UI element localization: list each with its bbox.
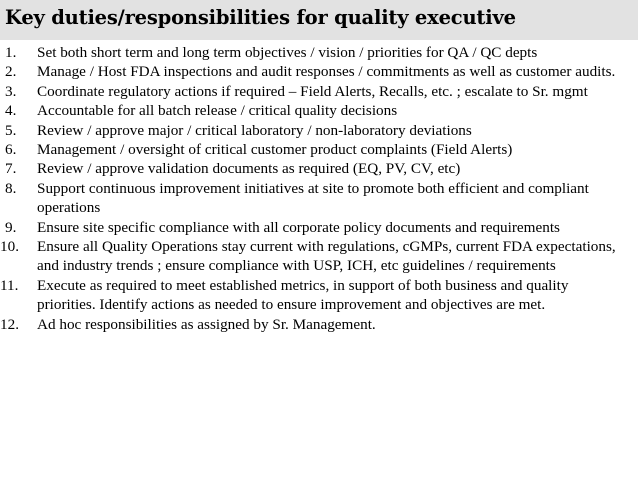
item-text: Ensure all Quality Operations stay current with regulations, cGMPs, current FDA expectations, and industry trends ; ensure compliance with USP, ICH, etc guidelines / requirements — [37, 238, 616, 275]
item-number: 11. — [0, 276, 19, 294]
list-item — [0, 276, 625, 315]
item-text: Ensure site specific compliance with all corporate policy documents and requirements — [37, 218, 560, 236]
list-item — [0, 218, 625, 237]
list-item — [0, 82, 625, 101]
item-text: Execute as required to meet established metrics, in support of both business and quality priorities. Identify actions as needed to ensure improvement and objectives are met. — [37, 276, 569, 314]
item-number: 7. — [5, 160, 17, 178]
item-number: 9. — [5, 218, 17, 236]
item-number: 8. — [5, 179, 17, 197]
item-text: Management / oversight of critical customer product complaints (Field Alerts) — [37, 141, 513, 159]
item-text: Support continuous improvement initiatives at site to promote both efficient and compliant operations — [37, 179, 589, 217]
list-item — [0, 140, 625, 159]
item-text: Ad hoc responsibilities as assigned by Sr. Management. — [37, 315, 376, 333]
item-number: 12. — [0, 315, 19, 333]
list-item — [0, 43, 625, 62]
item-number: 5. — [5, 121, 17, 139]
duties-list — [0, 43, 625, 334]
list-item — [0, 159, 625, 178]
item-number: 2. — [5, 63, 17, 81]
page-title: Key duties/responsibilities for quality executive — [5, 6, 516, 29]
item-text: Accountable for all batch release / critical quality decisions — [37, 102, 398, 120]
item-number: 6. — [5, 141, 17, 159]
item-number: 3. — [5, 82, 17, 100]
item-text: Coordinate regulatory actions if required – Field Alerts, Recalls, etc. ; escalate to Sr. mgmt — [37, 82, 588, 100]
item-text: Review / approve major / critical laboratory / non-laboratory deviations — [37, 121, 472, 139]
list-item — [0, 62, 625, 81]
item-text: Review / approve validation documents as required (EQ, PV, CV, etc) — [37, 160, 461, 178]
list-item — [0, 101, 625, 120]
title-bar — [0, 0, 638, 40]
item-number: 4. — [5, 102, 17, 120]
item-number: 1. — [5, 44, 17, 61]
list-item — [0, 179, 625, 218]
list-item — [0, 121, 625, 140]
list-item — [0, 237, 625, 276]
list-item — [0, 315, 625, 334]
item-text: Set both short term and long term objectives / vision / priorities for QA / QC depts — [37, 44, 538, 61]
item-text: Manage / Host FDA inspections and audit responses / commitments as well as customer audits. — [37, 63, 616, 81]
item-number: 10. — [0, 238, 19, 256]
